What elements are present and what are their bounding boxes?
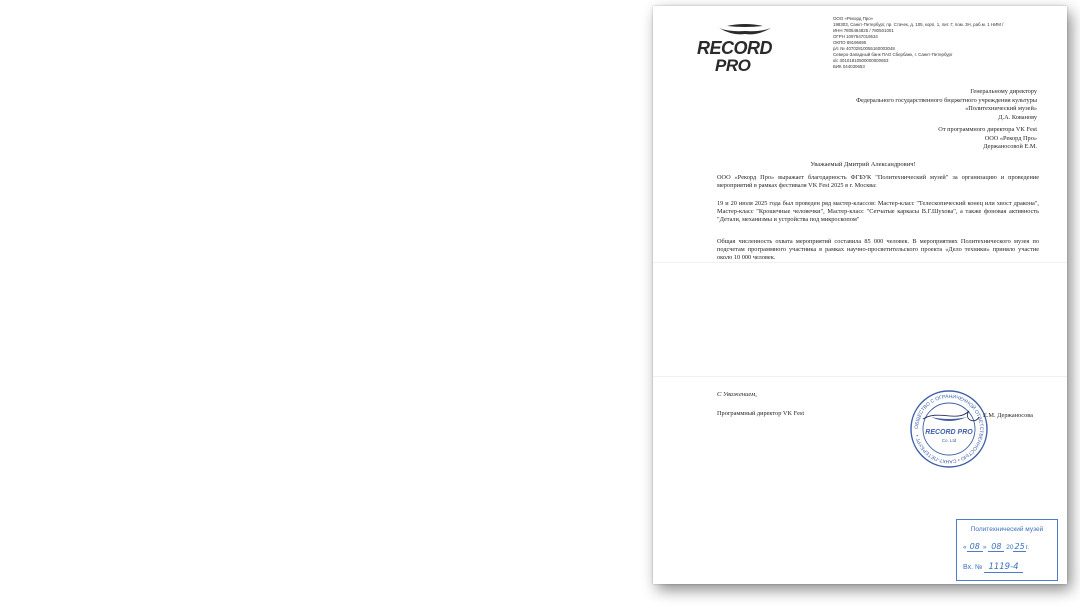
requisite-line: 198303, Санкт-Петербург, пр. Стачек, д. 105, корп. 1, лит. Г, пом. 3Н, раб.м. 1 НИМ / <box>833 22 1004 27</box>
seal-ring-text: ОБЩЕСТВО С ОГРАНИЧЕННОЙ ОТВЕТСТВЕННОСТЬЮ • САНКТ-ПЕТЕРБУРГ • <box>913 393 985 465</box>
requisite-line: ООО «Рекорд Про» <box>833 16 874 21</box>
sender-line: От программного директора VK Fest <box>938 126 1037 133</box>
sender-line: Держаносовой Е.М. <box>983 143 1037 151</box>
addressee-line: Д.А. Кованову <box>998 113 1037 121</box>
signer-name: Е.М. Держаносова <box>983 412 1033 419</box>
sender-line: ООО «Рекорд Про» <box>984 134 1037 142</box>
addressee-line: Генеральному директору <box>970 88 1037 95</box>
registration-stamp <box>956 519 1058 581</box>
stamp-quote-open: « <box>963 544 967 551</box>
stamp-year-unit: г. <box>1025 544 1030 551</box>
logo-word-record: RECORD <box>697 38 773 58</box>
seal-center-subtext: Co. Ltd <box>941 438 957 443</box>
wing-icon <box>717 24 773 38</box>
company-seal <box>909 389 989 469</box>
body-paragraph: 19 и 20 июля 2025 года был проведен ряд мастер-классов: Мастер-класс "Телескопический конец или хвост дракона", Мастер-класс "Крошечные человечки", Мастер-класс "Сетчатые каркасы В.Г.Шухова", а также фоновая активность "Детали, механизмы и устройства под микроскопом" <box>717 200 1039 223</box>
requisite-line: ОКПО 89196695 <box>833 40 867 45</box>
requisite-line: к/с 30101810500000000653 <box>833 58 889 63</box>
requisite-line: Северо-Западный банк ПАО Сбербанк, г. Санкт-Петербург <box>833 52 953 57</box>
closing-regards: С Уважением, <box>717 391 757 398</box>
fold-line <box>653 376 1067 377</box>
stamp-quote-close: » <box>982 544 987 551</box>
signer-position: Программный директор VK Fest <box>717 410 805 417</box>
stamp-number-label: Вх. № <box>963 564 983 571</box>
requisite-line: р/с № 40702810055160003048 <box>833 46 895 51</box>
logo-word-pro: PRO <box>715 56 751 75</box>
addressee-line: «Политехнический музей» <box>965 105 1037 113</box>
sender-block <box>777 126 1037 152</box>
stamp-number <box>963 562 1023 572</box>
fold-line <box>653 262 1067 263</box>
salutation: Уважаемый Дмитрий Александрович! <box>810 161 916 168</box>
body-paragraph: Общая численность охвата мероприятий составила 85 000 человек. В мероприятиях Политехнического музея по подсчетам программного участника в рамках научно-просветительского проекта «Дело техники» приняло участие около 10 000 человек. <box>717 238 1039 261</box>
stamp-year-prefix: 20 <box>1006 544 1014 551</box>
seal-center-text: RECORD PRO <box>925 429 973 436</box>
body-paragraph: ООО «Рекорд Про» выражает благодарность ФГБУК "Политехнический музей" за организацию и проведение мероприятий в рамках фестиваля VK Fest 2025 в г. Москва: <box>717 174 1039 189</box>
addressee-block <box>777 88 1037 122</box>
requisite-line: БИК 044030653 <box>833 64 865 69</box>
company-requisites <box>833 16 1043 70</box>
requisite-line: ИНН 7805484825 / 780501001 <box>833 28 894 33</box>
stamp-month: 08 <box>988 542 1004 552</box>
stamp-title: Политехнический музей <box>970 526 1044 533</box>
stamp-day: 08 <box>967 542 983 552</box>
requisite-line: ОГРН 1097847019534 <box>833 34 878 39</box>
letter-document <box>653 6 1067 584</box>
stamp-number-value: 1119-4 <box>984 562 1022 573</box>
company-logo <box>697 24 797 74</box>
stamp-year: 25 <box>1014 542 1025 551</box>
addressee-line: Федерального государственного бюджетного учреждения культуры <box>856 96 1037 104</box>
stamp-date <box>963 542 1029 551</box>
